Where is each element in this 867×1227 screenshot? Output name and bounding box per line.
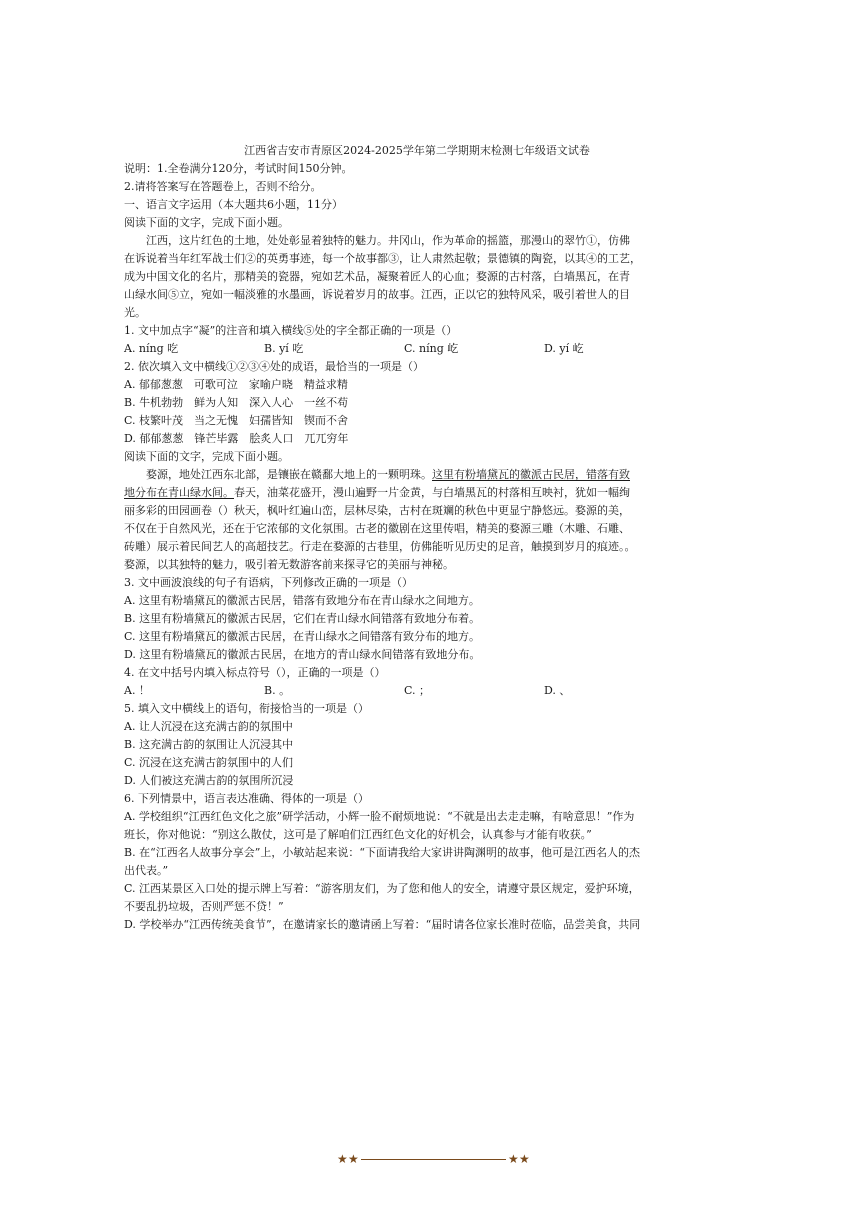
passage-line: 不仅在于自然风光，还在于它浓郁的文化氛围。古老的徽剧在这里传唱，精美的婺源三雕（木雕、石雕、 — [124, 522, 630, 535]
question-6-stem: 6. 下列情景中，语言表达准确、得体的一项是（） — [124, 792, 369, 805]
question-4 — [124, 664, 686, 700]
passage-line: 山绿水间⑤立，宛如一幅淡雅的水墨画，诉说着岁月的故事。江西，正以它的独特风采，吸引着世人的目 — [124, 288, 630, 301]
option-d[interactable]: D. 人们被这充满古韵的氛围所沉浸 — [124, 774, 294, 787]
passage-line: 丽多彩的田园画卷（）秋天，枫叶红遍山峦，层林尽染，古村在斑斓的秋色中更显宁静悠远。婺源的美， — [124, 504, 630, 517]
option-a[interactable]: A. 这里有粉墙黛瓦的徽派古民居，错落有致地分布在青山绿水之间地方。 — [124, 594, 480, 607]
section-1-heading: 一、语言文字运用（本大题共6小题，11分） — [124, 198, 343, 211]
footer-divider — [361, 1159, 506, 1160]
option-b[interactable]: B. 牛机勃勃 鲜为人知 深入人心 一丝不苟 — [124, 396, 349, 409]
option-line: 出代表。” — [124, 864, 169, 877]
option-c[interactable]: C. ； — [404, 684, 431, 697]
passage-line — [124, 484, 686, 502]
page-footer-ornament — [0, 1150, 867, 1170]
option-c[interactable] — [124, 880, 686, 916]
option-a[interactable] — [124, 808, 686, 844]
option-b[interactable]: B. 这里有粉墙黛瓦的徽派古民居，它们在青山绿水间错落有致地分布着。 — [124, 612, 481, 625]
passage-line: 砖雕）展示着民间艺人的高超技艺。行走在婺源的古巷里，仿佛能听见历史的足音，触摸到岁月的痕迹。。 — [124, 540, 636, 553]
option-a[interactable]: A. níng 吃 — [124, 342, 179, 355]
option-d[interactable]: D. 这里有粉墙黛瓦的徽派古民居，在地方的青山绿水间错落有致地分布。 — [124, 648, 481, 661]
option-c[interactable]: C. níng 屹 — [404, 342, 459, 355]
wavy-underlined-sentence: 这里有粉墙黛瓦的徽派古民居，错落有致 — [432, 468, 630, 481]
option-line: 班长，你对他说：“别这么散仗，这可是了解咱们江西红色文化的好机会，认真参与才能有收获。” — [124, 828, 592, 841]
option-b[interactable]: B. 这充满古韵的氛围让人沉浸其中 — [124, 738, 294, 751]
passage-line: 婺源，以其独特的魅力，吸引着无数游客前来探寻它的美丽与神秘。 — [124, 558, 454, 571]
passage-jiangxi — [124, 232, 686, 322]
passage-wuyuan — [124, 466, 686, 574]
question-6 — [124, 790, 686, 934]
instruction-1: 说明：1.全卷满分120分，考试时间150分钟。 — [124, 162, 353, 175]
option-line: A. 学校组织“江西红色文化之旅”研学活动，小辉一脸不耐烦地说：“不就是出去走走嘛，有啥意思！”作为 — [124, 810, 635, 823]
passage-line: 成为中国文化的名片，那精美的瓷器，宛如艺术品，凝聚着匠人的心血；婺源的古村落，白墙黑瓦，在青 — [124, 270, 630, 283]
star-icon: ★ — [508, 1152, 519, 1166]
option-a[interactable]: A. 郁郁葱葱 可歌可泣 家喻户晓 精益求精 — [124, 378, 348, 391]
option-d[interactable]: D. yí 屹 — [544, 342, 584, 355]
question-4-options — [124, 682, 686, 700]
passage-line: 在诉说着当年红军战士们②的英勇事迹，每一个故事都③，让人肃然起敬；景德镇的陶瓷，以其④的工艺， — [124, 252, 641, 265]
option-line: C. 江西某景区入口处的提示牌上写着：“游客朋友们，为了您和他人的安全，请遵守景区规定，爱护环境， — [124, 882, 640, 895]
section-1-intro: 阅读下面的文字，完成下面小题。 — [124, 216, 289, 229]
passage-line: 光。 — [124, 306, 146, 319]
option-d[interactable]: D. 郁郁葱葱 锋芒毕露 脍炙人口 兀兀穷年 — [124, 432, 349, 445]
question-2 — [124, 358, 686, 448]
option-c[interactable]: C. 枝繁叶茂 当之无愧 妇孺皆知 锲而不舍 — [124, 414, 349, 427]
option-d[interactable]: D. 、 — [544, 684, 571, 697]
star-icon: ★ — [519, 1152, 530, 1166]
option-d[interactable] — [124, 916, 686, 934]
question-2-stem: 2. 依次填入文中横线①②③④处的成语，最恰当的一项是（） — [124, 360, 424, 373]
star-icon: ★ — [348, 1152, 359, 1166]
option-a[interactable]: A. ！ — [124, 684, 150, 697]
option-line: B. 在“江西名人故事分享会”上，小敏站起来说：“下面请我给大家讲讲陶渊明的故事，他可是江西名人的杰 — [124, 846, 640, 859]
option-c[interactable]: C. 沉浸在这充满古韵氛围中的人们 — [124, 756, 294, 769]
passage-line: 江西，这片红色的土地，处处彰显着独特的魅力。井冈山，作为革命的摇篮，那漫山的翠竹①，仿佛 — [146, 234, 630, 247]
option-a[interactable]: A. 让人沉浸在这充满古韵的氛围中 — [124, 720, 293, 733]
section-2-intro: 阅读下面的文字，完成下面小题。 — [124, 450, 289, 463]
passage-line — [124, 466, 686, 484]
question-4-stem: 4. 在文中括号内填入标点符号（），正确的一项是（） — [124, 666, 386, 679]
star-icon: ★ — [337, 1152, 348, 1166]
option-line: D. 学校举办“江西传统美食节”，在邀请家长的邀请函上写着：“届时请各位家长准时莅临，品尝美食，共同 — [124, 918, 641, 931]
question-3-stem: 3. 文中画波浪线的句子有语病，下列修改正确的一项是（） — [124, 576, 413, 589]
wavy-underlined-sentence: 地分布在青山绿水间。 — [124, 486, 234, 499]
option-b[interactable]: B. yí 吃 — [264, 342, 304, 355]
option-b[interactable]: B. 。 — [264, 684, 291, 697]
option-c[interactable]: C. 这里有粉墙黛瓦的徽派古民居，在青山绿水之间错落有致分布的地方。 — [124, 630, 481, 643]
question-5-stem: 5. 填入文中横线上的语句，衔接恰当的一项是（） — [124, 702, 369, 715]
instruction-2: 2.请将答案写在答题卷上，否则不给分。 — [124, 180, 322, 193]
option-b[interactable] — [124, 844, 686, 880]
passage-text: 婺源，地处江西东北部，是镶嵌在赣鄱大地上的一颗明珠。 — [146, 468, 432, 481]
option-line: 不要乱扔垃圾，否则严惩不贷！” — [124, 900, 284, 913]
exam-page — [124, 142, 686, 934]
question-5 — [124, 700, 686, 790]
exam-title: 江西省吉安市青原区2024-2025学年第二学期期末检测七年级语文试卷 — [244, 144, 590, 157]
question-3 — [124, 574, 686, 664]
question-1-options — [124, 340, 686, 358]
passage-text: 春天，油菜花盛开，漫山遍野一片金黄，与白墙黑瓦的村落相互映衬，犹如一幅绚 — [234, 486, 630, 499]
question-1-stem: 1. 文中加点字“凝”的注音和填入横线⑤处的字全都正确的一项是（） — [124, 324, 458, 337]
question-1 — [124, 322, 686, 358]
